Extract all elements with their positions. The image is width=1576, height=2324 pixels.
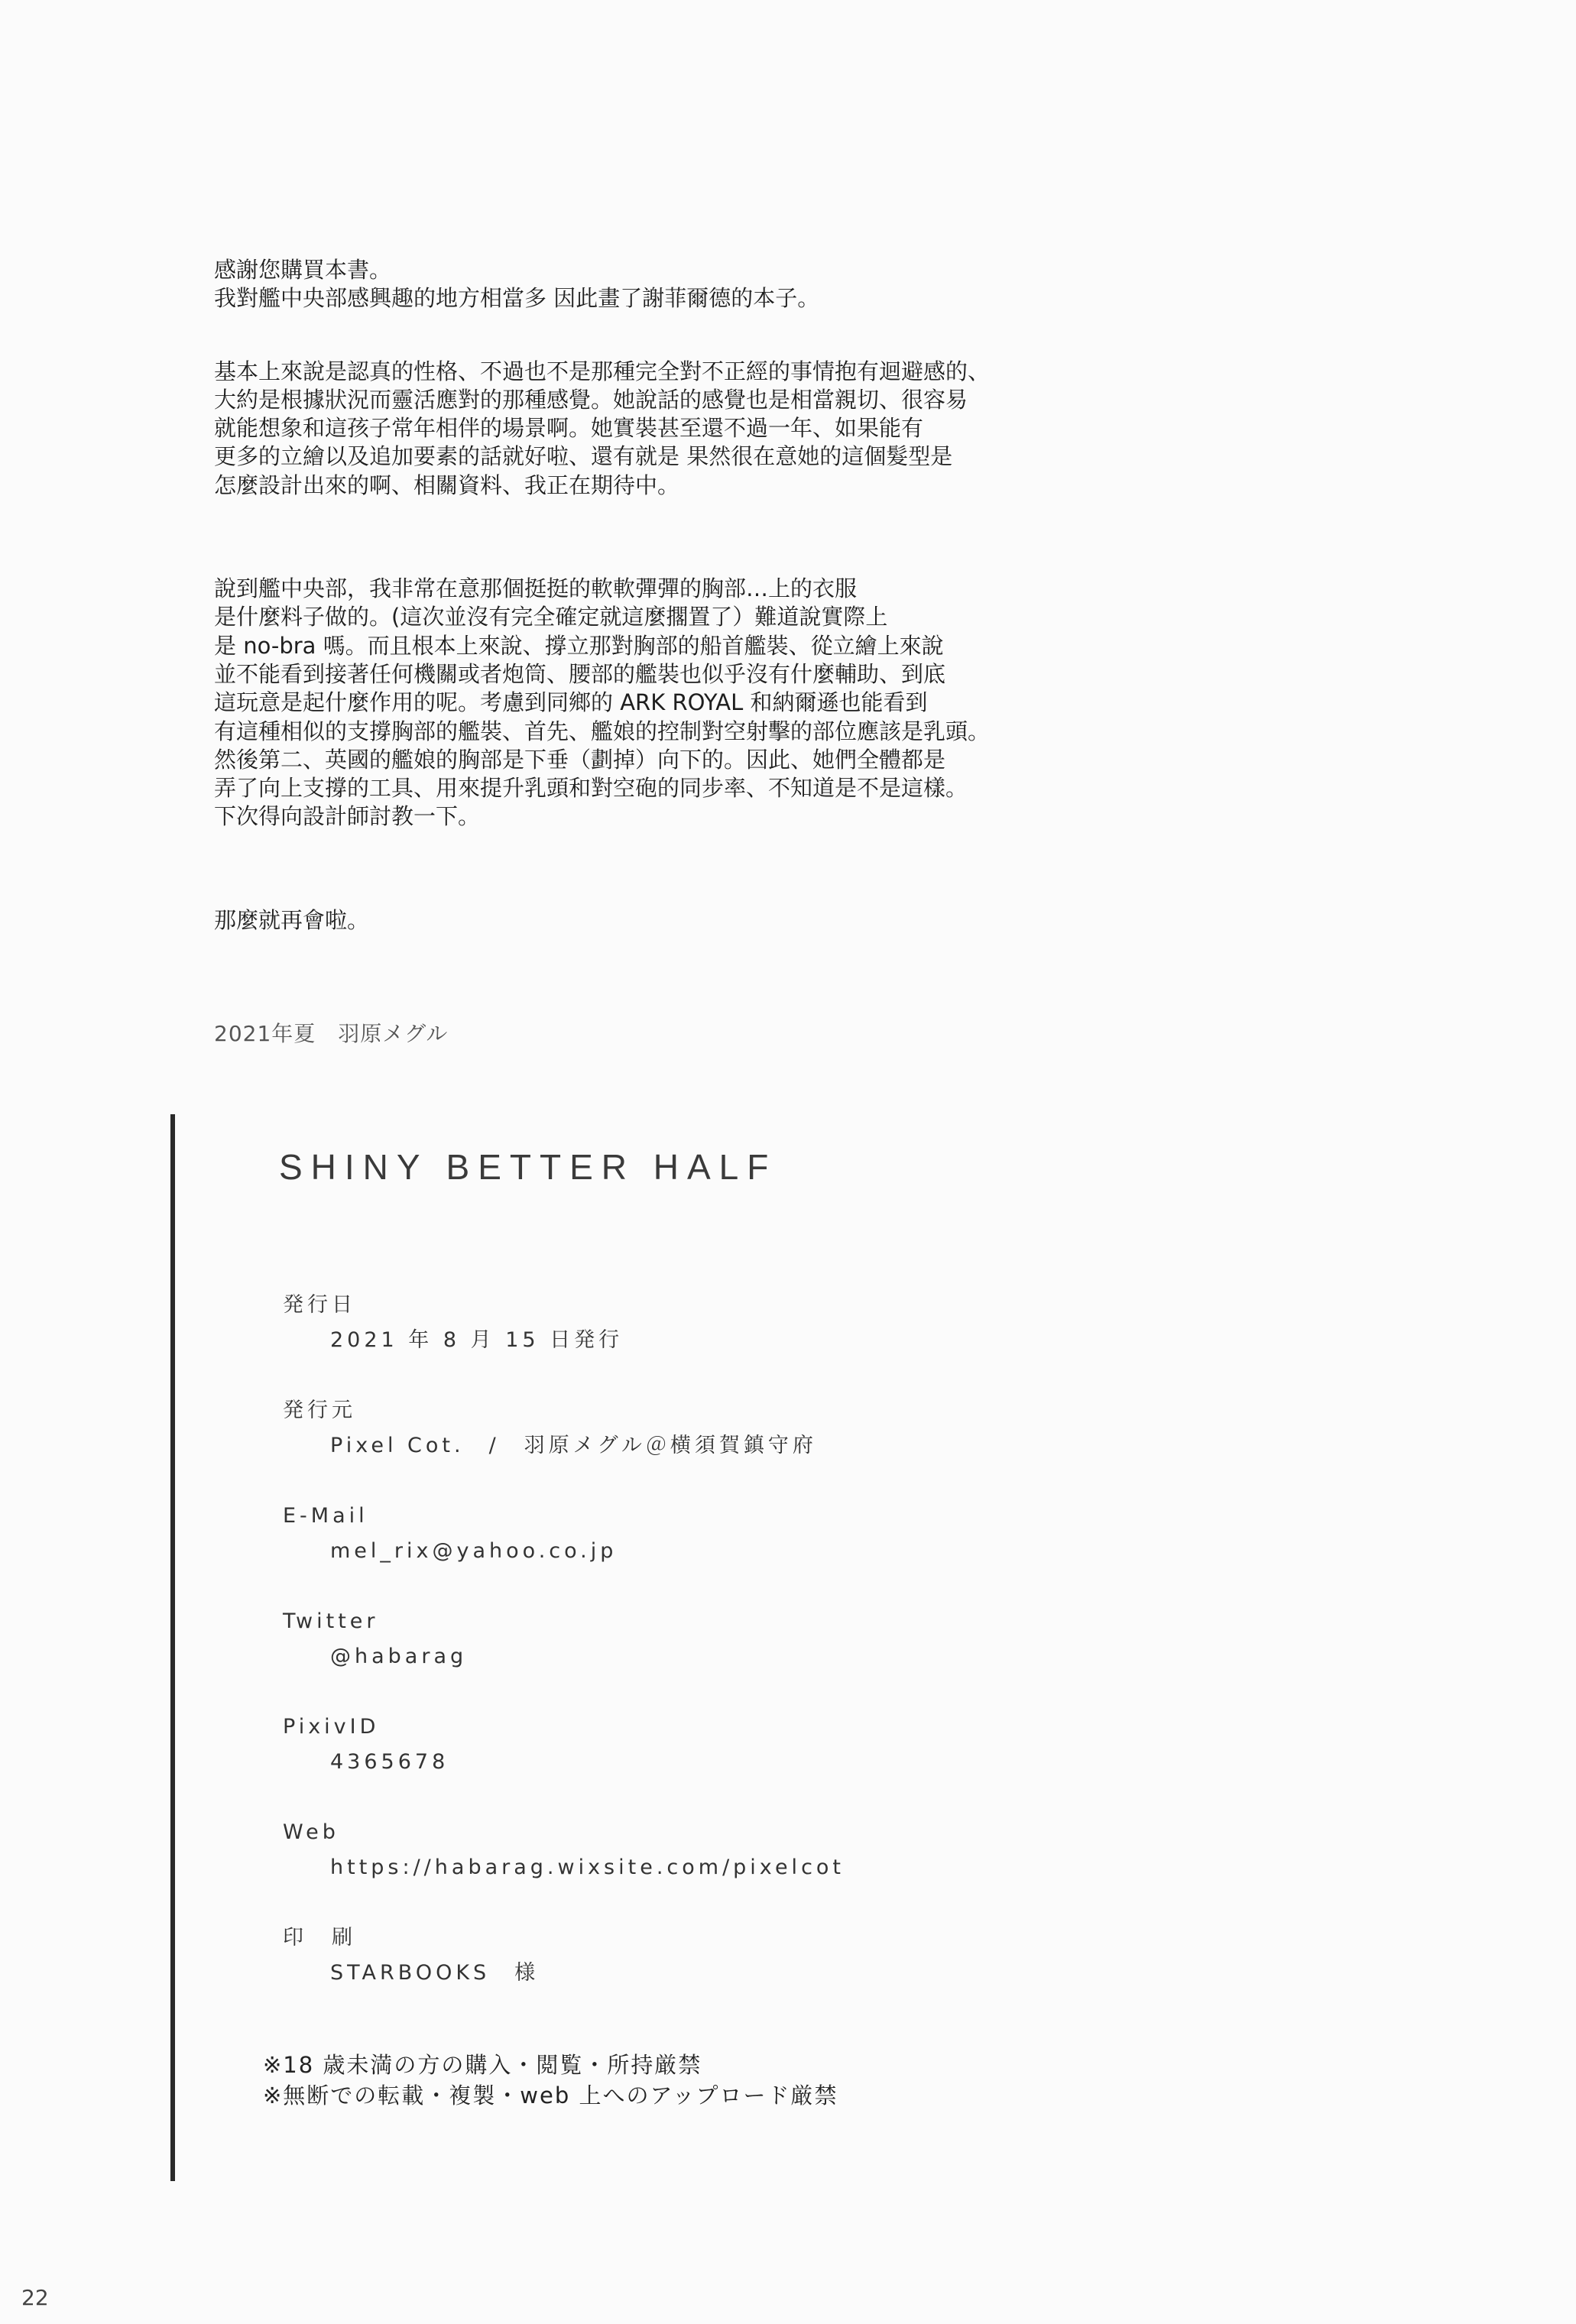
colophon-value: @habarag xyxy=(330,1645,468,1668)
text-line: 大約是根據狀況而靈活應對的那種感覺。她說話的感覺也是相當親切、很容易 xyxy=(214,386,968,413)
text-line: 有這種相似的支撐胸部的艦裝、首先、艦娘的控制對空射擊的部位應該是乳頭。 xyxy=(214,718,991,744)
text-line: 這玩意是起什麼作用的呢。考慮到同鄉的 ARK ROYAL 和納爾遜也能看到 xyxy=(214,689,928,716)
colophon-label: Twitter xyxy=(283,1609,379,1633)
paragraph-chest xyxy=(214,575,990,831)
text-line: 下次得向設計師討教一下。 xyxy=(214,803,481,830)
colophon-divider-bar xyxy=(170,1114,175,2181)
colophon-value: 2021 年 8 月 15 日発行 xyxy=(330,1328,624,1352)
colophon-label: 発行元 xyxy=(283,1399,356,1422)
text-line: 更多的立繪以及追加要素的話就好啦、還有就是 果然很在意她的這個髮型是 xyxy=(214,443,953,470)
colophon-value: STARBOOKS 様 xyxy=(330,1961,540,1985)
text-line: 弄了向上支撐的工具、用來提升乳頭和對空砲的同步率、不知道是不是這樣。 xyxy=(214,775,968,802)
page-number: 22 xyxy=(21,2285,49,2310)
colophon-label: 発行日 xyxy=(283,1293,356,1317)
afterword xyxy=(214,256,990,973)
notice-age-restriction: ※18 歳未満の方の購入・閲覧・所持厳禁 xyxy=(263,2052,702,2078)
colophon-value: mel_rix@yahoo.co.jp xyxy=(330,1539,618,1563)
colophon-title: SHINY BETTER HALF xyxy=(279,1147,777,1187)
notice-no-reproduction: ※無断での転載・複製・web 上へのアップロード厳禁 xyxy=(263,2083,838,2108)
text-line: 說到艦中央部，我非常在意那個挺挺的軟軟彈彈的胸部…上的衣服 xyxy=(214,575,858,602)
signature: 2021年夏 羽原メグル xyxy=(214,1021,449,1046)
colophon-entry-printer xyxy=(283,1924,539,1987)
text-line: 然後第二、英國的艦娘的胸部是下垂（劃掉）向下的。因此、她們全體都是 xyxy=(214,746,946,773)
text-line: 基本上來說是認真的性格、不過也不是那種完全對不正經的事情抱有迴避感的、 xyxy=(214,358,991,384)
paragraph-opening xyxy=(214,256,990,313)
colophon-entry-pixiv-id xyxy=(283,1713,449,1776)
colophon-entry-publisher xyxy=(283,1397,817,1460)
text-line: 就能想象和這孩子常年相伴的場景啊。她實裝甚至還不過一年、如果能有 xyxy=(214,415,924,442)
colophon-value: Pixel Cot. / 羽原メグル＠横須賀鎮守府 xyxy=(330,1434,817,1457)
colophon-entry-issue-date xyxy=(283,1292,623,1354)
text-line: 是 no-bra 嗎。而且根本上來說、撐立那對胸部的船首艦裝、從立繪上來說 xyxy=(214,632,944,659)
colophon-value: 4365678 xyxy=(330,1750,449,1774)
text-line: 是什麼料子做的。(這次並沒有完全確定就這麼擱置了）難道說實際上 xyxy=(214,604,888,630)
text-line: 怎麼設計出來的啊、相關資料、我正在期待中。 xyxy=(214,472,680,498)
closing-line: 那麼就再會啦。 xyxy=(214,906,370,933)
colophon-label: Web xyxy=(283,1820,339,1844)
colophon-value: https://habarag.wixsite.com/pixelcot xyxy=(330,1856,845,1879)
text-line: 我對艦中央部感興趣的地方相當多 因此畫了謝菲爾德的本子。 xyxy=(214,285,820,312)
colophon-label: E-Mail xyxy=(283,1504,368,1528)
text-line: 感謝您購買本書。 xyxy=(214,257,392,283)
colophon-label: PixivID xyxy=(283,1715,380,1739)
text-line: 並不能看到接著任何機關或者炮筒、腰部的艦裝也似乎沒有什麼輔助、到底 xyxy=(214,660,946,687)
paragraph-character xyxy=(214,358,990,500)
colophon-entry-twitter xyxy=(283,1608,467,1671)
colophon-entry-web xyxy=(283,1819,845,1882)
colophon-entry-email xyxy=(283,1502,617,1565)
legal-notices xyxy=(263,2050,838,2111)
colophon-label: 印 刷 xyxy=(283,1926,356,1950)
